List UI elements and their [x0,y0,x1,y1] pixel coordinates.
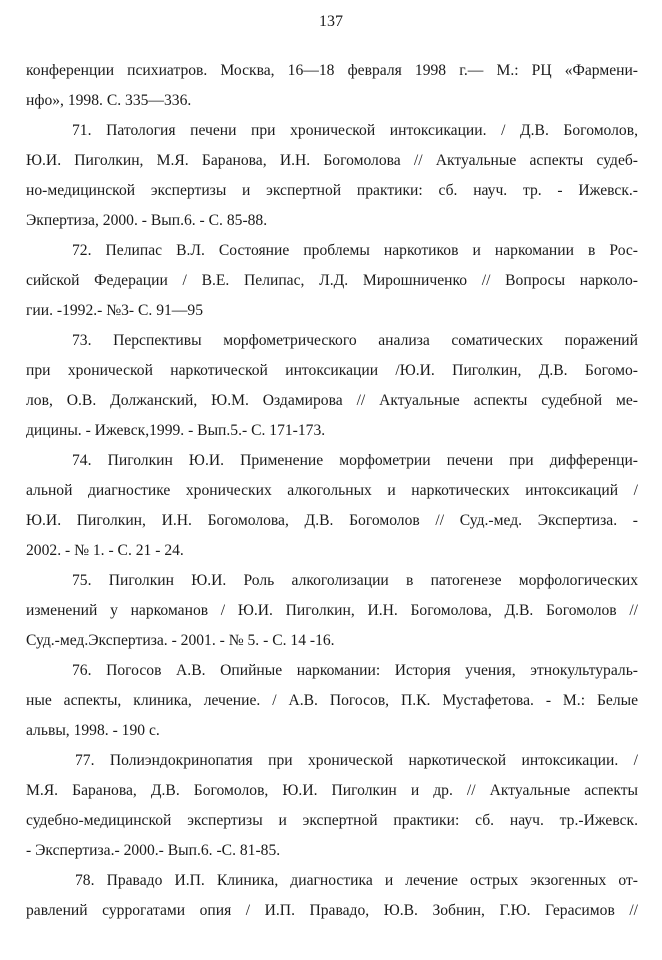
reference-entry-76 [26,656,638,746]
reference-entry-73 [26,326,638,446]
reference-line: 78. Правадо И.П. Клиника, диагностика и лечение острых экзогенных от- [75,872,638,889]
reference-line: равлений суррогатами опия / И.П. Правадо, Ю.В. Зобнин, Г.Ю. Герасимов // [26,902,638,919]
reference-line: при хронической наркотической интоксикации /Ю.И. Пиголкин, Д.В. Богомо- [26,362,638,379]
reference-entry-71 [26,116,638,236]
reference-line: альной диагностике хронических алкогольных и наркотических интоксикаций / [26,482,638,499]
reference-line: гии. -1992.- №3- С. 91—95 [26,302,203,319]
reference-line: судебно-медицинской экспертизы и экспертной практики: сб. науч. тр.-Ижевск. [26,812,638,829]
reference-line: конференции психиатров. Москва, 16—18 февраля 1998 г.— М.: РЦ «Фармени- [26,62,638,79]
reference-line: изменений у наркоманов / Ю.И. Пиголкин, И.Н. Богомолова, Д.В. Богомолов // [26,602,638,619]
reference-line: лов, О.В. Должанский, Ю.М. Оздамирова // Актуальные аспекты судебной ме- [26,392,638,409]
reference-line: 76. Погосов А.В. Опийные наркомании: История учения, этнокультураль- [72,662,638,679]
reference-entry-78 [26,866,638,926]
reference-line: 74. Пиголкин Ю.И. Применение морфометрии печени при дифференци- [72,452,638,469]
reference-entry-75 [26,566,638,656]
reference-line: Суд.-мед.Экспертиза. - 2001. - № 5. - С. 14 -16. [26,632,335,649]
reference-line: - Экспертиза.- 2000.- Вып.6. -С. 81-85. [26,842,281,859]
page-number: 137 [319,13,343,30]
reference-line: сийской Федерации / В.Е. Пелипас, Л.Д. Мирошниченко // Вопросы нарколо- [26,272,638,289]
reference-line: Ю.И. Пиголкин, И.Н. Богомолова, Д.В. Богомолов // Суд.-мед. Экспертиза. - [26,512,638,529]
reference-line: 77. Полиэндокринопатия при хронической наркотической интоксикации. / [75,752,638,769]
reference-list [26,56,638,926]
reference-line: альвы, 1998. - 190 с. [26,722,160,739]
reference-line: но-медицинской экспертизы и экспертной практики: сб. науч. тр. - Ижевск.- [26,182,638,199]
reference-entry-72 [26,236,638,326]
reference-line: ные аспекты, клиника, лечение. / А.В. Погосов, П.К. Мустафетова. - М.: Белые [26,692,638,709]
reference-entry-continued [26,56,638,116]
reference-line: М.Я. Баранова, Д.В. Богомолов, Ю.И. Пиголкин и др. // Актуальные аспекты [26,782,638,799]
reference-line: Экпертиза, 2000. - Вып.6. - С. 85-88. [26,212,268,229]
reference-entry-77 [26,746,638,866]
reference-line: нфо», 1998. С. 335—336. [26,92,192,109]
reference-line: 72. Пелипас В.Л. Состояние проблемы наркотиков и наркомании в Рос- [72,242,638,259]
reference-line: 71. Патология печени при хронической интоксикации. / Д.В. Богомолов, [72,122,638,139]
reference-line: 75. Пиголкин Ю.И. Роль алкоголизации в патогенезе морфологических [72,572,638,589]
reference-line: 2002. - № 1. - С. 21 - 24. [26,542,184,559]
reference-entry-74 [26,446,638,566]
reference-line: дицины. - Ижевск,1999. - Вып.5.- С. 171-173. [26,422,326,439]
reference-line: 73. Перспективы морфометрического анализа соматических поражений [72,332,638,349]
reference-line: Ю.И. Пиголкин, М.Я. Баранова, И.Н. Богомолова // Актуальные аспекты судеб- [26,152,638,169]
